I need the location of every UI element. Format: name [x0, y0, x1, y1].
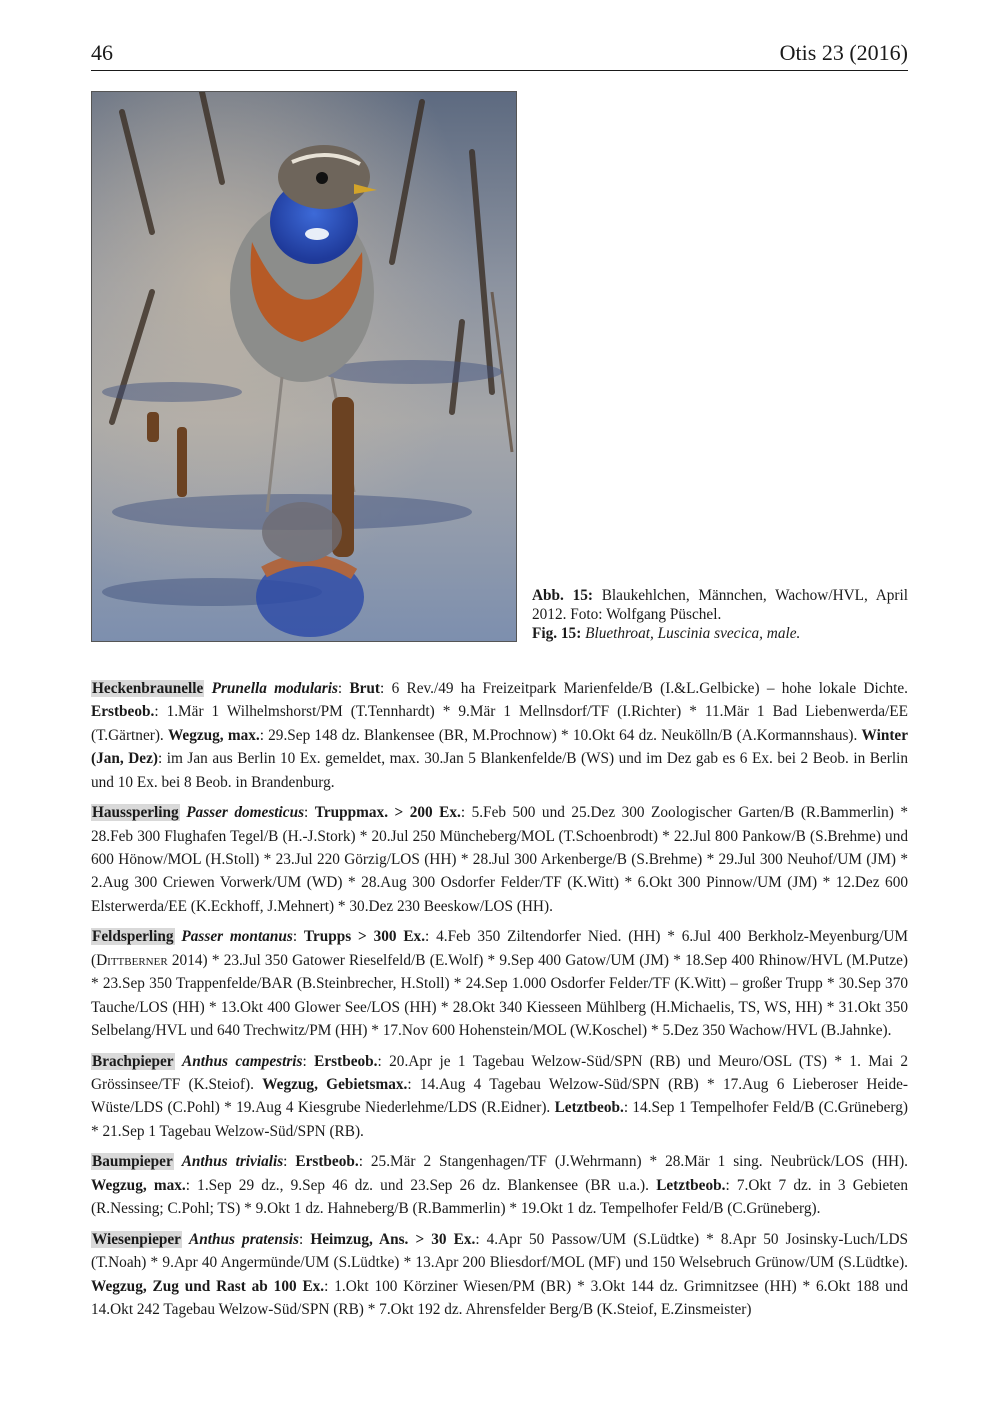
- species-name: Heckenbraunelle: [92, 680, 204, 697]
- caption-text-de: Blaukehlchen, Männchen, Wachow/HVL, April 2012. Foto: Wolfgang Püschel.: [532, 587, 908, 623]
- entry-text: :: [283, 1153, 296, 1171]
- caption-label-en: Fig. 15:: [532, 625, 582, 642]
- latin-name: Prunella modularis: [211, 680, 338, 697]
- entry-text: :: [337, 680, 350, 697]
- species-name: Feldsperling: [92, 928, 174, 946]
- entry-text: :: [302, 1052, 315, 1070]
- entry-label: Truppmax. > 200 Ex.: [314, 804, 461, 822]
- entry-text: : 29.Sep 148 dz. Blankensee (BR, M.Prochnow) * 10.Okt 64 dz. Neukölln/B (A.Kormannshaus).: [259, 726, 862, 744]
- entry-text: :: [299, 1230, 311, 1248]
- species-name: Haussperling: [92, 804, 179, 822]
- entry-text: : 20.Apr je 1 Tagebau Welzow-Süd/SPN (RB) und Meuro/OSL (TS) * 1. Mai 2 Grössinsee/TF (K.Steiof).: [91, 1052, 909, 1094]
- latin-name: Anthus campestris: [182, 1052, 303, 1070]
- entry-label: Letztbeob.: [656, 1176, 726, 1194]
- entry-label: Letztbeob.: [554, 1099, 624, 1117]
- entry-label: Wegzug, max.: [91, 1176, 186, 1194]
- entry-text: : 7.Okt 7 dz. in 3 Gebieten (R.Nessing; C.Pohl; TS) * 9.Okt 1 dz. Hahneberg/B (R.Bammerlin) * 19.Okt 1 dz. Tempelhofer Feld/B (C.Grüneberg).: [91, 1176, 908, 1218]
- caption-text-en: Bluethroat, Luscinia svecica, male.: [581, 625, 801, 642]
- species-accounts: [91, 677, 908, 1329]
- entry-label: Wegzug, Gebietsmax.: [262, 1076, 408, 1094]
- entry-label: Heimzug, Ans. > 30 Ex.: [310, 1230, 476, 1248]
- species-entry: [91, 925, 908, 1042]
- entry-text: : 14.Sep 1 Tempelhofer Feld/B (C.Grüneberg) * 21.Sep 1 Tagebau Welzow-Süd/SPN (RB).: [91, 1099, 908, 1140]
- species-entry: [91, 1150, 908, 1220]
- species-name: Wiesenpieper: [92, 1230, 181, 1248]
- entry-text: : 1.Okt 100 Körziner Wiesen/PM (BR) * 3.Okt 144 dz. Grimnitzsee (HH) * 6.Okt 188 und 14.Okt 242 Tagebau Welzow-Süd/SPN (RB) * 7.Okt 192 dz. Ahrensfelder Berg/B (K.Steiof, E.Zinsmeister): [91, 1277, 908, 1319]
- entry-text: :: [304, 804, 315, 822]
- latin-name: Anthus pratensis: [189, 1230, 300, 1248]
- latin-name: Passer montanus: [181, 928, 293, 946]
- entry-label: Erstbeob.: [295, 1153, 359, 1171]
- entry-text: :: [292, 928, 304, 946]
- species-name: Brachpieper: [92, 1052, 174, 1070]
- species-entry: [91, 1228, 908, 1322]
- species-entry: [91, 801, 908, 918]
- entry-label: Erstbeob.: [314, 1052, 378, 1070]
- species-entry: [91, 677, 908, 794]
- entry-text: : 6 Rev./49 ha Freizeitpark Marienfelde/B (I.&L.Gelbicke) – hohe lokale Dichte.: [380, 680, 909, 697]
- journal-title: Otis 23 (2016): [779, 40, 908, 65]
- figure-caption: [532, 586, 908, 643]
- entry-text: : 1.Sep 29 dz., 9.Sep 46 dz. und 23.Sep 26 dz. Blankensee (BR u.a.).: [185, 1176, 657, 1194]
- running-header: [91, 40, 908, 71]
- entry-label: Winter (Jan, Dez): [91, 726, 908, 768]
- entry-text: : 4.Feb 350 Ziltendorfer Nied. (HH) * 6.Jul 400 Berkholz-Meyenburg/UM (: [91, 928, 908, 969]
- entry-text: : 4.Apr 50 Passow/UM (S.Lüdtke) * 8.Apr 50 Josinsky-Luch/LDS (T.Noah) * 9.Apr 40 Angermünde/UM (S.Lüdtke) * 13.Apr 200 Bliesdorf/MOL (MF) und 150 Welsebruch Grünow/UM (S.Lüdtke).: [91, 1230, 908, 1272]
- citation-author: Dittberner: [96, 951, 168, 969]
- caption-label-de: Abb. 15:: [532, 587, 593, 604]
- caption-english: [532, 624, 908, 643]
- entry-label: Wegzug, Zug und Rast ab 100 Ex.: [91, 1277, 325, 1295]
- bluethroat-photo: [91, 91, 517, 642]
- entry-text: : 1.Mär 1 Wilhelmshorst/PM (T.Tennhardt) * 9.Mär 1 Mellnsdorf/TF (I.Richter) * 11.Mär 1 Bad Liebenwerda/EE (T.Gärtner).: [91, 703, 908, 744]
- entry-text: : 25.Mär 2 Stangenhagen/TF (J.Wehrmann) * 28.Mär 1 sing. Neubrück/LOS (HH).: [358, 1153, 909, 1171]
- page-number: 46: [91, 40, 113, 65]
- entry-text: : 5.Feb 500 und 25.Dez 300 Zoologischer Garten/B (R.Bammerlin) * 28.Feb 300 Flughafen Tegel/B (H.-J.Stork) * 20.Jul 250 Müncheberg/MOL (T.Schoenbrodt) * 22.Jul 800 Pankow/B (S.Brehme) und 600 Hönow/MOL (H.Stoll) * 23.Jul 220 Görzig/LOS (HH) * 28.Jul 300 Arkenberge/B (S.Brehme) * 29.Jul 300 Neuhof/UM (JM) * 2.Aug 300 Criewen Vorwerk/UM (WD) * 28.Aug 300 Osdorfer Felder/TF (K.Witt) * 6.Okt 300 Pinnow/UM (JM) * 12.Dez 600 Elsterwerda/EE (K.Eckhoff, J.Mehnert) * 30.Dez 230 Beeskow/LOS (HH).: [91, 804, 908, 915]
- latin-name: Anthus trivialis: [181, 1153, 284, 1171]
- entry-label: Brut: [349, 680, 381, 697]
- species-name: Baumpieper: [92, 1153, 173, 1171]
- entry-label: Trupps > 300 Ex.: [303, 928, 426, 946]
- entry-text: : 14.Aug 4 Tagebau Welzow-Süd/SPN (RB) * 17.Aug 6 Lieberoser Heide-Wüste/LDS (C.Pohl) * 19.Aug 4 Kiesgrube Niederlehme/LDS (R.Eidner).: [91, 1076, 908, 1117]
- entry-label: Erstbeob.: [91, 703, 155, 721]
- entry-text: 2014) * 23.Jul 350 Gatower Rieselfeld/B (E.Wolf) * 9.Sep 400 Gatow/UM (JM) * 18.Sep 400 Rhinow/HVL (M.Putze) * 23.Sep 350 Trappenfelde/BAR (B.Steinbrecher, H.Stoll) * 24.Sep 1.000 Osdorfer Felder/TF (K.Witt) – großer Trupp * 30.Sep 370 Tauche/LOS (HH) * 13.Okt 400 Glower See/LOS (HH) * 28.Okt 340 Kiesseen Mühlberg (H.Michaelis, TS, WS, HH) * 31.Okt 350 Selbelang/HVL und 640 Trechwitz/PM (HH) * 17.Nov 600 Hohenstein/MOL (W.Koschel) * 5.Dez 350 Wachow/HVL (B.Jahnke).: [91, 951, 908, 1040]
- latin-name: Passer domesticus: [186, 804, 305, 822]
- entry-text: : im Jan aus Berlin 10 Ex. gemeldet, max. 30.Jan 5 Blankenfelde/B (WS) und im Dez gab es 6 Ex. bei 2 Beob. in Berlin und 10 Ex. bei 8 Beob. in Brandenburg.: [91, 750, 908, 791]
- caption-german: [532, 586, 908, 624]
- species-entry: [91, 1050, 908, 1144]
- entry-label: Wegzug, max.: [167, 726, 260, 744]
